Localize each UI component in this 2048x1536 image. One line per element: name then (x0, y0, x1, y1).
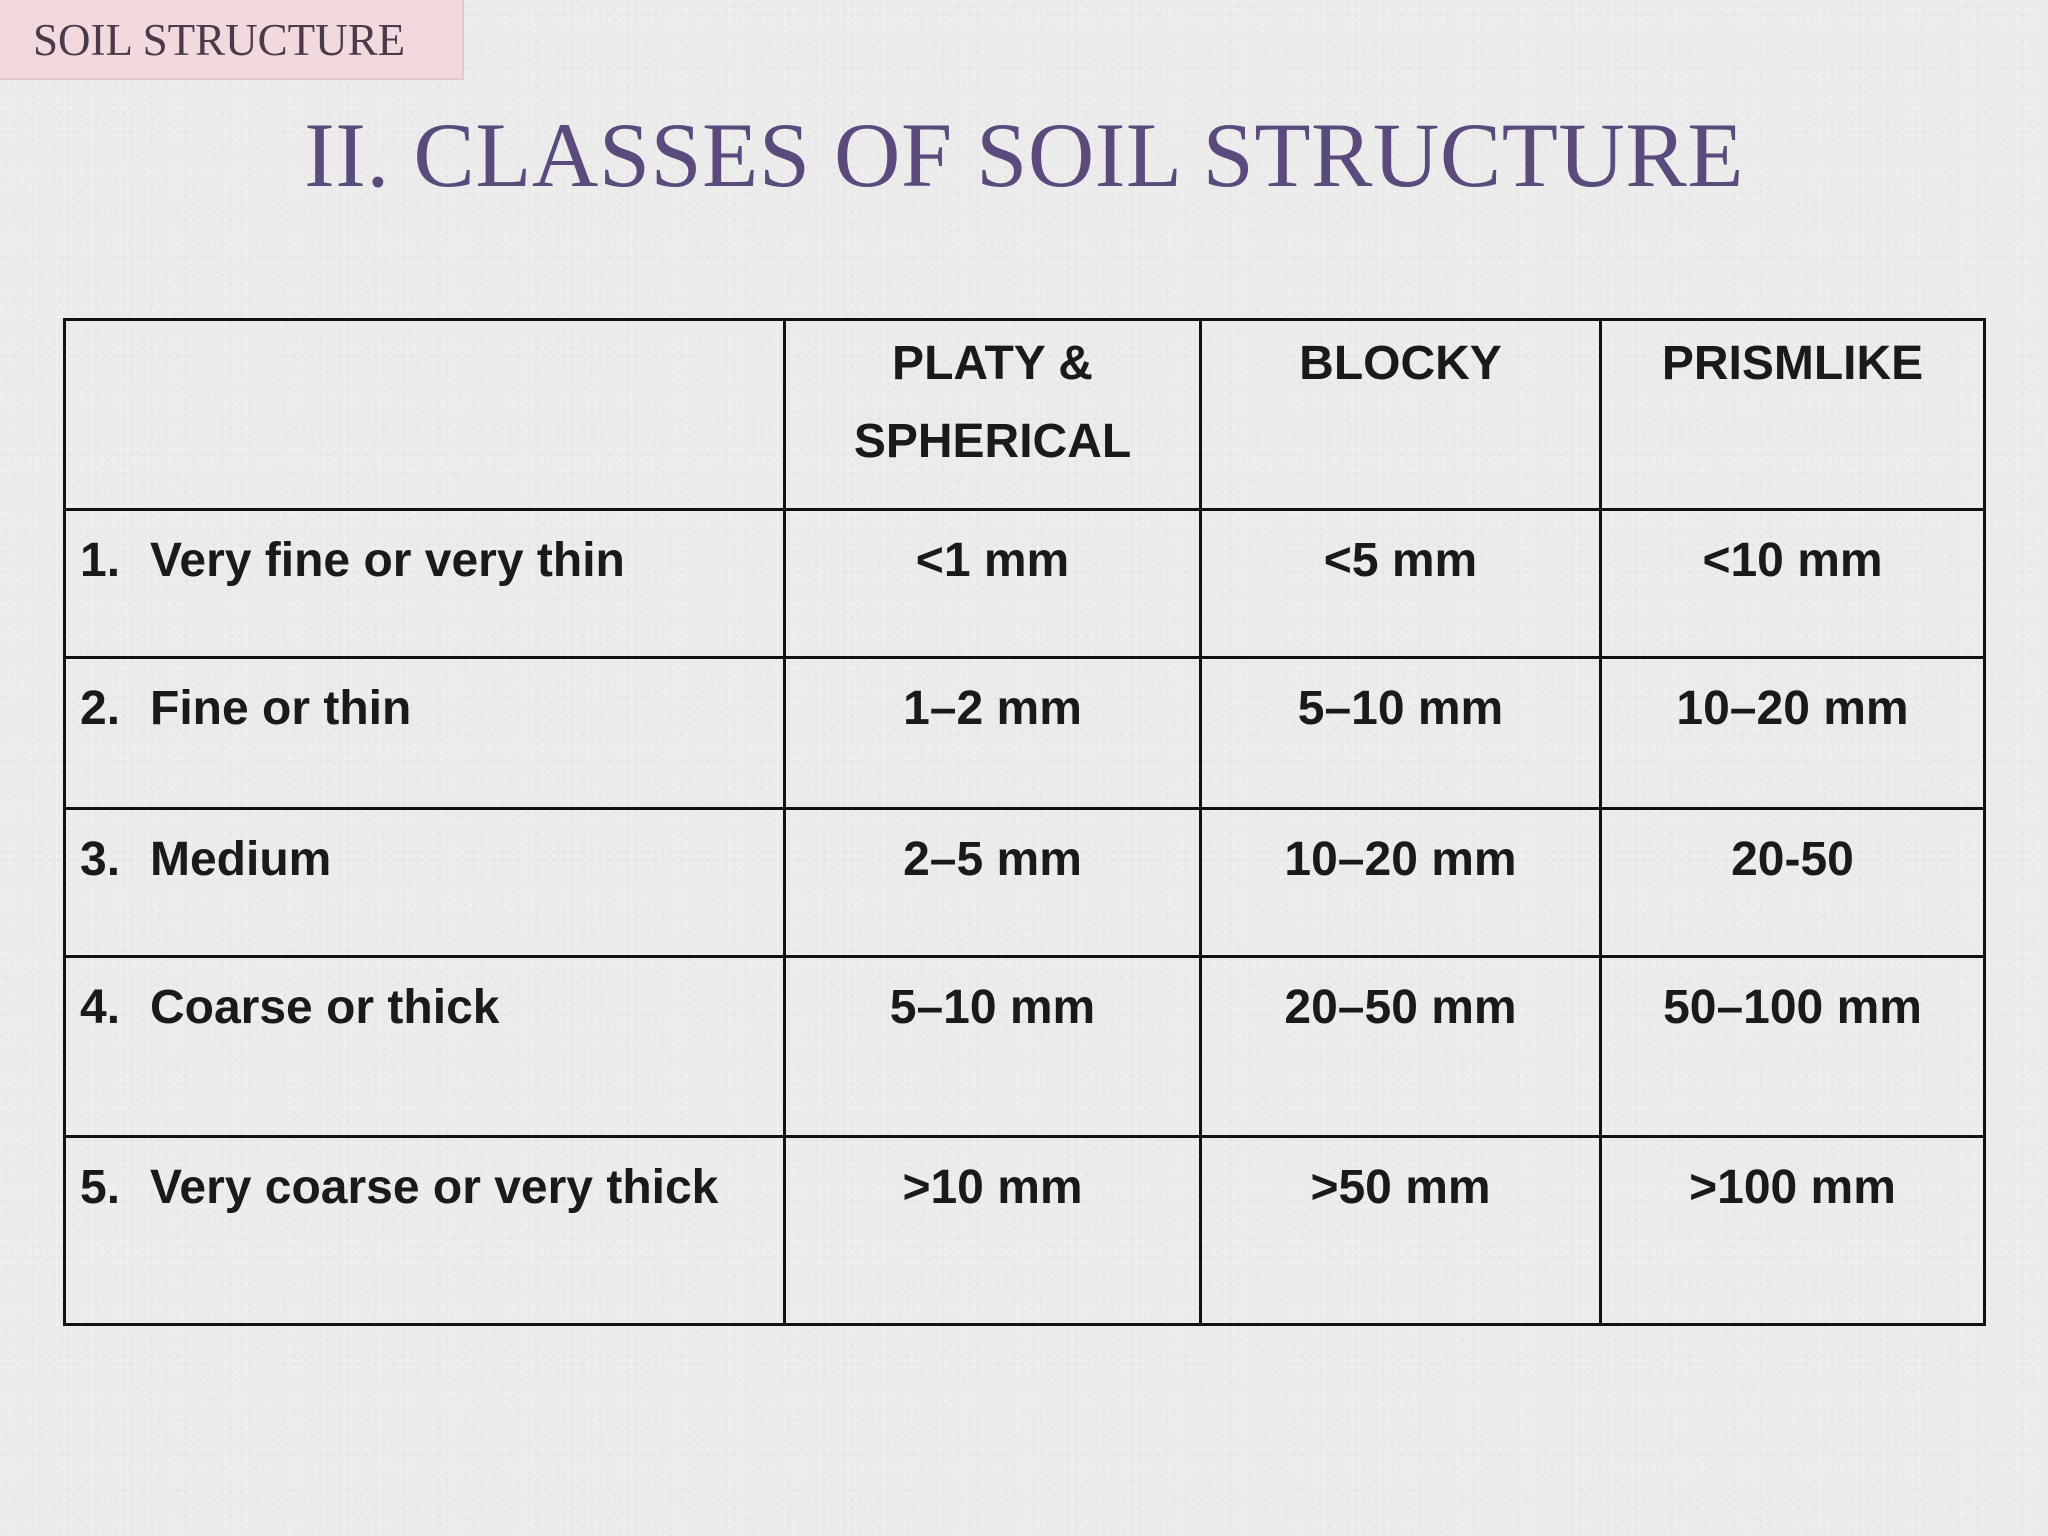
row-label-text: Fine or thin (150, 682, 412, 735)
table-row (65, 658, 1985, 809)
row-label (65, 957, 785, 1137)
row-number: 2. (80, 682, 121, 735)
row-number: 1. (80, 534, 121, 587)
row-label (65, 809, 785, 957)
blocky-value: 10–20 mm (1201, 809, 1601, 957)
prismlike-value: 20-50 (1601, 809, 1985, 957)
row-label-text: Medium (150, 833, 332, 886)
platy-value: 1–2 mm (785, 658, 1201, 809)
header-platy-spherical (785, 320, 1201, 510)
row-label (65, 510, 785, 658)
platy-value: 5–10 mm (785, 957, 1201, 1137)
platy-value: <1 mm (785, 510, 1201, 658)
row-label-text: Very fine or very thin (150, 534, 625, 587)
header-platy-line2: SPHERICAL (853, 415, 1132, 468)
prismlike-value: >100 mm (1601, 1137, 1985, 1325)
row-number: 5. (80, 1161, 121, 1214)
row-label (65, 658, 785, 809)
header-platy-line1: PLATY & (892, 337, 1093, 390)
platy-value: 2–5 mm (785, 809, 1201, 957)
table-row (65, 957, 1985, 1137)
row-label-text: Coarse or thick (150, 981, 500, 1034)
table-header-row (65, 320, 1985, 510)
platy-value: >10 mm (785, 1137, 1201, 1325)
soil-structure-table (63, 318, 1986, 1326)
blocky-value: >50 mm (1201, 1137, 1601, 1325)
blocky-value: <5 mm (1201, 510, 1601, 658)
prismlike-value: 50–100 mm (1601, 957, 1985, 1137)
header-empty-cell (65, 320, 785, 510)
section-tag: SOIL STRUCTURE (0, 0, 464, 80)
header-prismlike: PRISMLIKE (1601, 320, 1985, 510)
slide-title: II. CLASSES OF SOIL STRUCTURE (304, 104, 1744, 206)
row-label-text: Very coarse or very thick (150, 1161, 719, 1214)
row-number: 3. (80, 833, 121, 886)
table-row (65, 809, 1985, 957)
prismlike-value: <10 mm (1601, 510, 1985, 658)
table-row (65, 510, 1985, 658)
blocky-value: 5–10 mm (1201, 658, 1601, 809)
header-blocky: BLOCKY (1201, 320, 1601, 510)
blocky-value: 20–50 mm (1201, 957, 1601, 1137)
row-number: 4. (80, 981, 121, 1034)
row-label (65, 1137, 785, 1325)
table-row (65, 1137, 1985, 1325)
prismlike-value: 10–20 mm (1601, 658, 1985, 809)
